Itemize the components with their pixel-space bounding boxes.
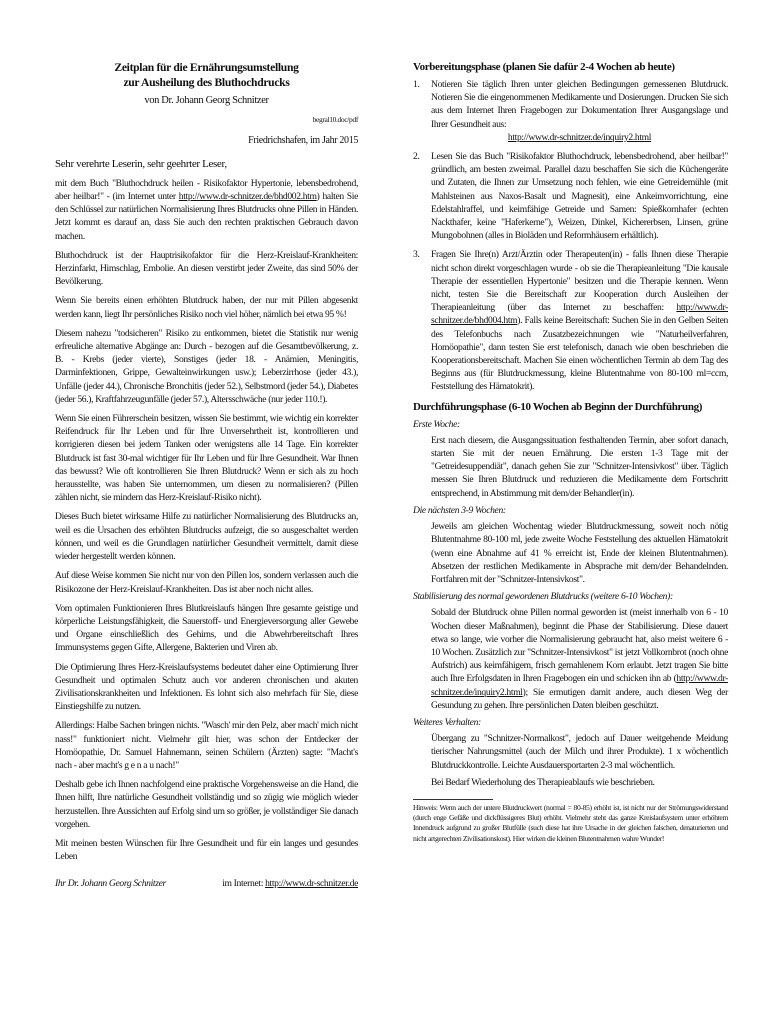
list-item: 1. Notieren Sie täglich Ihren unter gleichen Bedingungen gemessenen Blutdruck. Notieren Sie die eingenommenen Medikamente und Dosierungen. Drucken Sie sich aus dem Internet Ihren Fragebogen zur Dokumentation Ihrer Ausgangslage und Ihrer Gesundheit aus: http://www.dr-schnitzer.de/inquiry2.html [413,79,728,143]
document-title-line1: Zeitplan für die Ernährungsumstellung [114,61,299,74]
website-link[interactable]: http://www.dr-schnitzer.de [265,878,358,890]
signature-web: im Internet: http://www.dr-schnitzer.de [222,878,358,890]
further-text-2: Bei Bedarf Wiederholung des Therapieablaufs wie beschrieben. [431,776,655,788]
document-title-line2: zur Ausheilung des Bluthochdrucks [123,76,290,89]
paragraph-tire-pressure: Wenn Sie einen Führerschein besitzen, wissen Sie bestimmt, wie wichtig ein korrekter Reifendruck für Ihr Leben und für Ihre Unversehrtheit ist, kontrollieren und korrigieren diesen bei jedem Tanken oder wenigstens alle 14 Tage. Ein korrekter Blutdruck ist fast 30-mal wichtiger für Ihr Leben und für Ihre Gesundheit. War Ihnen das bewusst? Wie oft kontrollieren Sie Ihren Blutdruck? Wenn er sich als zu hoch herausstellte, was haben Sie unternommen, um diesen zu normalisieren? (Pillen zählen nicht, sie mindern das Herz-Kreislauf-Risiko nicht). [55,413,358,504]
author-line: von Dr. Johann Georg Schnitzer [144,95,269,106]
paragraph-risk: Bluthochdruck ist der Hauptrisikofaktor für die Herz-Kreislauf-Krankheiten: Herzinfarkt, Himschlag, Embolie. An diesen verstirbt jeder Zweite, das sind 50% der Bevölkerung. [55,249,358,288]
week2-label: Die nächsten 3-9 Wochen: [413,504,506,516]
place-date: Friedrichshafen, im Jahr 2015 [248,135,358,147]
paragraph-optimization: Die Optimierung Ihres Herz-Kreislaufsystems bedeutet daher eine Optimierung Ihrer Gesundheit und optimalen Schutz auch vor anderen chronischen und akuten Zivilisationskrankheiten und Infektionen. Es lohnt sich also mehrfach für Sie, diese Einstiegshilfe zu nutzen. [55,661,358,713]
salutation: Sehr verehrte Leserin, sehr geehrter Leser, [55,157,227,170]
signature-row [55,877,358,890]
footnote: Hinweis: Wenn auch der untere Blutdruckwert (normal = 80-85) erhöht ist, ist nicht nur der Strömungswiderstand (durch enge Gefäße und dickflüssigeres Blut) erhöht. Vielmehr steht das ganze Kreislaufsystem unter erhöhtem Innendruck aufgrund zu großer Blutfülle (such diese hat ihre Ursache in der gleichen falschen, denaturierten und nicht artgerechten Zivilisationskost). Hier wirken die kleinen Blutentnahmen wahre Wunder! [413,802,728,843]
book-link[interactable]: http://www.dr-schnitzer.de/bhd002.htm [178,191,317,203]
inquiry-link-2[interactable]: http://www.dr-schnitzer.de/inquiry2.html [431,673,728,698]
heading-execution: Durchführungsphase (6-10 Wochen ab Beginn der Durchführung) [413,400,703,413]
paragraph-procedure: Deshalb gebe ich Ihnen nachfolgend eine praktische Vorgehensweise an die Hand, die Ihnen hilft, Ihre natürliche Gesundheit vollständig und so zügig wie möglich wieder herzustellen. Ihre Aussichten auf Erfolg sind um so größer, je vollständiger Sie danach vorgehen. [55,779,358,830]
paragraph-risk-zone: Auf diese Weise kommen Sie nicht nur von den Pillen los, sondern verlassen auch die Risikozone der Herz-Kreislauf-Krankheiten. Das ist aber noch nicht alles. [55,570,358,595]
paragraph-statistics: Diesem nahezu "todsicheren" Risiko zu entkommen, bietet die Statistik nur wenig erfreuliche alternative Abgänge an: Durch - bezogen auf die Gesamtbevölkerung, z. B. - Krebs (jeder vierte), Sonstiges (jeder 18. - Anämien, Meningitis, Darminfektionen, Grippe, Gewalteinwirkungen usw.); Leberzirrhose (jeder 43.), Unfälle (jeder 44.), Chronische Bronchitis (jeder 52.), Selbstmord (jeder 54.), Diabetes (jeder 56.), Kraftfahrzeugunfälle (jeder 57.), Altersschwäche (nur jeder 110.!). [55,327,358,405]
stabilization-text: Sobald der Blutdruck ohne Pillen normal geworden ist (meist innerhalb von 6 - 10 Wochen dieser Maßnahmen), beginnt die Phase der Stabilisierung. Diese dauert etwa so lange, wie vorher die Normalisierung gebraucht hat, also meist weitere 6 - 10 Wochen. Zusätzlich zur "Schnitzer-Intensivkost" ist jetzt Vollkornbrot (noch ohne Aufstrich) aus keimfähigem, frisch gemahlenem Korn erlaubt. Jetzt tragen Sie bitte auch Ihre Erfolgsdaten in Ihren Fragebogen ein und schicken ihn ab (http://www.dr-schnitzer.de/inquiry2.html); Sie ermutigen damit andere, auch diesen Weg der Gesundung zu gehen. Ihre persönlichen Daten bleiben geschützt. [431,607,728,711]
footnote-divider [413,799,493,800]
stabilization-label: Stabilisierung des normal gewordenen Blutdrucks (weitere 6-10 Wochen): [413,591,673,603]
inquiry-link[interactable]: http://www.dr-schnitzer.de/inquiry2.html [507,131,652,143]
list-item: 3. Fragen Sie Ihre(n) Arzt/Ärztin oder Therapeuten(in) - falls Ihnen diese Therapie nicht schon direkt vorgeschlagen wurde - ob sie die Therapieanleitung "Die kausale Therapie der essentiellen Hypertonie" besitzen und die Therapie kennen. Wenn nicht, testen Sie die Bereitschaft zur Kooperation durch Ausleihen der Therapieanleitung (über das Internet zu beschaffen: http://www.dr-schnitzer.de/bhd004.htm). Falls keine Bereitschaft: Suchen Sie in den Gelben Seiten des Telefonbuchs nach Zusatzbezeichnungen wie "Naturheilverfahren, Homöopathie", dann testen Sie erst telefonisch, danach wie oben beschrieben die Kooperationsbereitschaft. Machen Sie einen wöchentlichen Termin ab dem Tag des Beginns aus (für Blutdruckmessung, kleine Blutentnahme von 80-100 ml=ccm, Feststellung des Hämatokrit). [413,249,728,393]
paragraph-wishes: Mit meinen besten Wünschen für Ihre Gesundheit und für ein langes und gesundes Leben [55,837,358,863]
list-item: 2. Lesen Sie das Buch "Risikofaktor Bluthochdruck, lebensbedrohend, aber heilbar!" gründlich, am besten zweimal. Parallel dazu beschaffen Sie sich die Küchengeräte und Zutaten, die Ihnen zur Umsetzung noch fehlen, wie eine Getreidemühle (mit Mahlsteinen aus Naxos-Basalt und Magnesit), eine Ankeimvorrichtung, eine Edelstahlraffel, und keimfähige Getreide und Samen: Spießkornhafer (echten Nackthafer, keine "Haferkerne"), Weizen, Dinkel, Kichererbsen, Linsen, grüne Mungobohnen (alles in Bioläden und Reformhäusern erhältlich). [413,151,728,242]
right-column [413,60,728,844]
left-column [55,60,358,891]
heading-preparation: Vorbereitungsphase (planen Sie dafür 2-4 Wochen ab heute) [413,61,675,73]
week2-text: Jeweils am gleichen Wochentag wieder Blutdruckmessung, soweit noch nötig Blutentnahme 80-100 ml, jede zweite Woche Feststellung des aktuellen Hämatokrit (wenn eine Abnahme auf 41 % erreicht ist, Ende der kleinen Blutentnahmen). Absetzen der restlichen Medikamente in Absprache mit dem/der Behandelnden. Fortfahren mit der "Schnitzer-Intensivkost". [431,521,728,585]
further-label: Weiteres Verhalten: [413,716,481,728]
paragraph-intro: mit dem Buch "Bluthochdruck heilen - Risikofaktor Hypertonie, lebensbedrohend, aber heilbar!" - (im Internet unter http://www.dr-schnitzer.de/bhd002.htm) halten Sie den Schlüssel zur natürlichen Normalisierung Ihres Blutdrucks ohne Pillen in Händen. Jetzt kommt es darauf an, dass Sie auch den rechten praktischen Gebrauch davon machen. [55,177,358,242]
signature-name: Ihr Dr. Johann Georg Schnitzer [55,878,166,890]
paragraph-hahnemann: Allerdings: Halbe Sachen bringen nichts. "Wasch' mir den Pelz, aber mach' mich nicht nass!" funktioniert nicht. Vielmehr gilt hier, was schon der Entdecker der Homöopathie, Dr. Samuel Hahnemann, seinen Schülern (Ärzten) sagte: "Macht's nach - aber macht's g e n a u nach!" [55,720,358,771]
paragraph-personal-risk: Wenn Sie bereits einen erhöhten Blutdruck haben, der nur mit Pillen abgesenkt werden kann, liegt Ihr persönliches Risiko noch viel höher, nämlich bei etwa 95 %! [55,295,358,320]
paragraph-book-help: Dieses Buch bietet wirksame Hilfe zu natürlicher Normalisierung des Blutdrucks an, weil es die Ursachen des erhöhten Blutdrucks aufzeigt, die so ausgeschaltet werden können, und weil es die Grundlagen natürlicher Gesundheit vermittelt, damit diese wieder hergestellt werden können. [55,511,358,563]
therapy-link[interactable]: http://www.dr-schnitzer.de/bhd004.htm [431,302,728,327]
file-reference: begral10.doc/pdf [312,115,358,125]
paragraph-circulation: Vom optimalen Funktionieren Ihres Blutkreislaufs hängen Ihre gesamte geistige und körperliche Leistungsfähigkeit, die Sauerstoff- und Energieversorgung aller Gewebe und Organe einschließlich des Gehirns, und die Abwehrbereitschaft Ihres Immunsystems gegen Gifte, Allergene, Bakterien und Viren ab. [55,602,358,654]
week1-text: Erst nach diesem, die Ausgangssituation festhaltenden Termin, aber sofort danach, starten Sie mit der neuen Ernährung. Die ersten 1-3 Tage mit der "Getreidesuppendiät", danach gehen Sie zur "Schnitzer-Intensivkost" über. Täglich messen Sie Ihren Blutdruck und reduzieren die Medikamente dem Fortschritt entsprechend, in Abstimmung mit dem/der Behandler(in). [431,434,728,499]
preparation-list [413,78,728,394]
further-text: Übergang zu "Schnitzer-Normalkost", jedoch auf Dauer weitgehende Meidung tierischer Nahrungsmittel (auch der Milch und ihrer Produkte). 1 x wöchentlich Blutdruckkontrolle. Leichte Ausdauersportarten 2-3 mal wöchentlich. [431,733,728,771]
week1-label: Erste Woche: [413,418,460,430]
